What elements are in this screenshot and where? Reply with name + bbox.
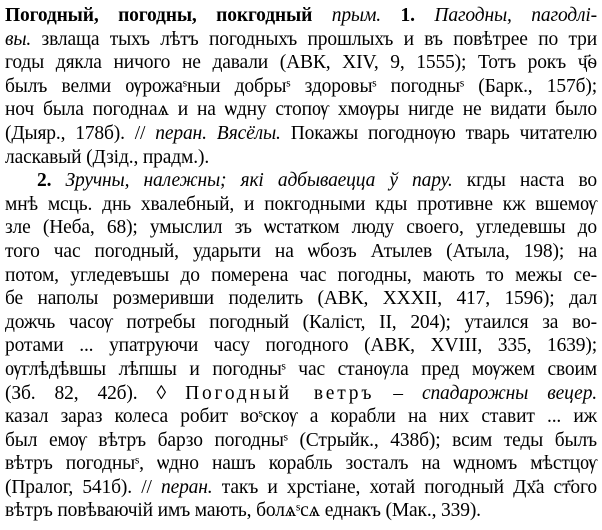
- text-line: [5, 429, 597, 453]
- text-run: Покажы погоднѹю тварь читателю: [290, 122, 598, 144]
- text-run: вѣтръ погодныˢ, ѡдно нашъ корабль зосталъ на ѡдномъ мѣстцѹ: [5, 453, 597, 475]
- italic-run: перан.: [160, 476, 222, 498]
- text-line: [5, 28, 597, 52]
- italic-run: спадарожны вецер.: [421, 382, 598, 404]
- italic-run: перан. Вясёлы.: [155, 122, 291, 144]
- text-line: [5, 499, 597, 523]
- italic-run: Пагодны, пагодлі-: [434, 5, 597, 26]
- text-run: ротами ... упатруючи часу погодного (АВК, XVIII, 335, 1639);: [5, 335, 597, 357]
- text-line: [5, 4, 597, 28]
- text-line: [5, 122, 597, 146]
- text-line: [5, 287, 597, 311]
- text-run: ноч была погоднаѧ и на ѡдну стопѹ хмѹры нигде не видати было: [5, 99, 597, 121]
- italic-run: прым.: [331, 5, 401, 26]
- text-line: [5, 216, 597, 240]
- text-line: [5, 452, 597, 476]
- text-run: вѣтръ повѣваючій имъ мають, болѧˢсѧ еднакъ (Мак., 339).: [5, 500, 481, 522]
- text-line: [5, 358, 597, 382]
- text-line: [5, 476, 597, 500]
- italic-run: Зручны, належны; які адбываецца ў пару.: [65, 170, 467, 192]
- text-run: мнѣ мсць. днь хвалебный, и покгодными кды противне кж вшемѹ: [5, 193, 597, 215]
- text-line: [5, 169, 597, 193]
- text-line: [5, 264, 597, 288]
- text-line: [5, 146, 597, 170]
- text-line: [5, 240, 597, 264]
- text-run: (Пралог, 541б). //: [5, 476, 161, 498]
- text-run: потом, угледевъшы до померена час погодны, мають то межы се-: [5, 264, 597, 286]
- text-line: [5, 311, 597, 335]
- text-run: казал зараз колеса робит воˢскѹ а корабли на них ставит ... иж: [5, 406, 597, 428]
- text-run: годы дякла ничого не давали (АВК, XIV, 9, 1555); Тотъ рокъ ҷ҃ѳ: [5, 52, 597, 74]
- italic-run: вы.: [5, 28, 42, 50]
- text-run: ласкавый (Дзід., прадм.).: [5, 146, 210, 168]
- bold-run: 1.: [400, 5, 435, 26]
- spaced-run: Погодный ветръ: [185, 382, 375, 404]
- text-line: [5, 51, 597, 75]
- text-run: ѹглѣдѣвшы лѣпшы и погодныˢ час станѹла пред мѹжем своим: [5, 358, 597, 380]
- text-run: того час погодный, ударыти на ѡбозъ Атылев (Атыла, 198); на: [5, 240, 597, 262]
- text-line: [5, 98, 597, 122]
- text-run: бе наполы розмеривши поделить (АВК, XXXII, 417, 1596); дал: [5, 288, 597, 310]
- text-run: –: [374, 382, 422, 404]
- bold-run: 2.: [37, 170, 66, 192]
- text-run: (Зб. 82, 42б). ◊: [5, 382, 186, 404]
- text-run: кгды наста во: [466, 170, 597, 192]
- text-run: звлаща тыхъ лѣтъ погодныхъ прошлыхъ и въ повѣтрее по три: [41, 28, 597, 50]
- text-line: [5, 382, 597, 406]
- text-line: [5, 193, 597, 217]
- text-run: дожчь часѹ потребы погодный (Каліст, II, 204); утаился за во-: [5, 311, 597, 333]
- text-line: [5, 334, 597, 358]
- text-line: [5, 75, 597, 99]
- text-run: (Дыяр., 178б). //: [5, 122, 156, 144]
- text-run: был емѹ вѣтръ барзо погодныˢ (Стрыйк., 438б); всим теды былъ: [5, 429, 597, 451]
- text-line: [5, 405, 597, 429]
- text-run: былъ велми ѹрожаˢныи добрыˢ здоровыˢ погодныˢ (Барк., 157б);: [5, 75, 597, 97]
- text-run: такъ и хрстіане, хотай погодный Дх҃а ст҃ого: [221, 476, 597, 498]
- text-run: зле (Неба, 68); умыслил зъ ѡстатком люду своего, угледевшы до: [5, 217, 597, 239]
- bold-run: Погодный, погодны, покгодный: [5, 5, 332, 26]
